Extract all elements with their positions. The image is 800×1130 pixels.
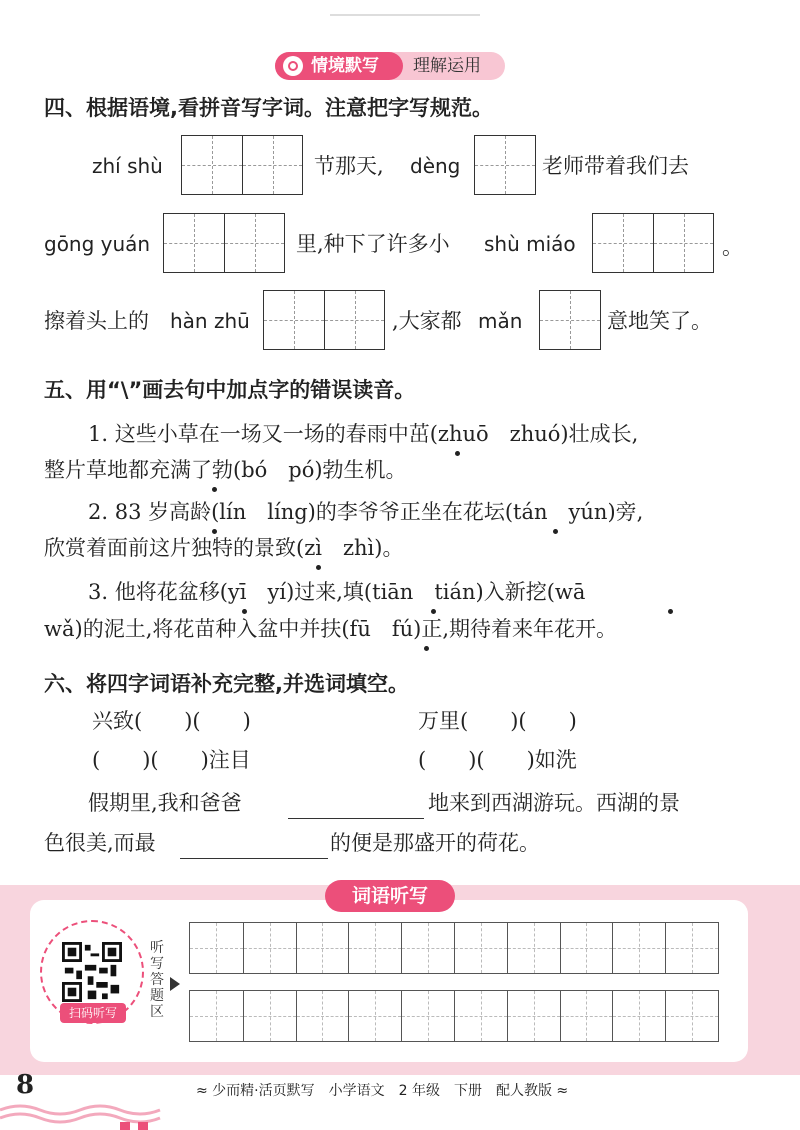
sentence3-line1: 3. 他将花盆移(yī yí)过来,填(tiān tián)入新挖(wā bbox=[88, 580, 586, 604]
idiom-3[interactable]: ( )( )注目 bbox=[92, 748, 251, 772]
emphasis-dot bbox=[455, 451, 460, 456]
wave-decoration-icon bbox=[0, 1102, 170, 1130]
section4-heading: 四、根据语境,看拼音写字词。注意把字写规范。 bbox=[44, 96, 493, 120]
answer-grid-shumiao[interactable] bbox=[592, 213, 714, 273]
badge-icon bbox=[283, 56, 303, 76]
emphasis-dot bbox=[242, 609, 247, 614]
text-zhongxia: 里,种下了许多小 bbox=[296, 232, 450, 256]
answer-grid-man[interactable] bbox=[539, 290, 601, 350]
answer-grid-zhishu[interactable] bbox=[181, 135, 303, 195]
pinyin-gongyuan: gōng yuán bbox=[44, 232, 151, 256]
emphasis-dot bbox=[424, 646, 429, 651]
pinyin-zhishu: zhí shù bbox=[92, 154, 163, 178]
qr-code-icon[interactable] bbox=[62, 942, 122, 1002]
dictation-grid-row-1[interactable] bbox=[189, 922, 719, 974]
sentence3-line2: wǎ)的泥土,将花苗种入盆中并扶(fū fú)正,期待着来年花开。 bbox=[44, 617, 618, 641]
tab-active: 情境默写 bbox=[275, 52, 403, 80]
text-jienatian: 节那天, bbox=[314, 154, 384, 178]
section5-heading: 五、用“\”画去句中加点字的错误读音。 bbox=[44, 378, 416, 402]
qr-label: 扫码听写 bbox=[60, 1003, 126, 1023]
sentence2-line1: 2. 83 岁高龄(lín líng)的李爷爷正坐在花坛(tán yún)旁, bbox=[88, 500, 644, 524]
idiom-2[interactable]: 万里( )( ) bbox=[418, 709, 577, 733]
text-laoshi: 老师带着我们去 bbox=[542, 154, 689, 178]
emphasis-dot bbox=[668, 609, 673, 614]
emphasis-dot bbox=[316, 565, 321, 570]
footer-text: ≈ 少而精·活页默写 小学语文 2 年级 下册 配人教版 ≈ bbox=[196, 1083, 569, 1099]
answer-grid-deng[interactable] bbox=[474, 135, 536, 195]
emphasis-dot bbox=[431, 609, 436, 614]
text-yidi: 意地笑了。 bbox=[607, 309, 712, 333]
emphasis-dot bbox=[212, 487, 217, 492]
idiom-4[interactable]: ( )( )如洗 bbox=[418, 748, 577, 772]
pinyin-man: mǎn bbox=[478, 309, 523, 333]
pinyin-deng: dèng bbox=[410, 154, 461, 178]
dictation-title: 词语听写 bbox=[325, 880, 455, 912]
page-number: 8 bbox=[16, 1070, 35, 1100]
answer-grid-gongyuan[interactable] bbox=[163, 213, 285, 273]
arrow-right-icon bbox=[170, 977, 180, 991]
section6-heading: 六、将四字词语补充完整,并选词填空。 bbox=[44, 672, 409, 696]
section-tab bbox=[275, 52, 505, 80]
text-period: 。 bbox=[722, 235, 743, 259]
pinyin-shumiao: shù miáo bbox=[484, 232, 576, 256]
dictation-side-label: 听写答题区 bbox=[150, 940, 164, 1020]
tab-inactive: 理解运用 bbox=[413, 56, 481, 76]
fill-blank-1[interactable] bbox=[288, 792, 424, 819]
paragraph-line1a: 假期里,我和爸爸 bbox=[88, 791, 242, 815]
pinyin-hanzhu: hàn zhū bbox=[170, 309, 250, 333]
paragraph-line1b: 地来到西湖游玩。西湖的景 bbox=[428, 791, 680, 815]
top-rule bbox=[330, 14, 480, 16]
emphasis-dot bbox=[212, 529, 217, 534]
idiom-1[interactable]: 兴致( )( ) bbox=[92, 709, 251, 733]
emphasis-dot bbox=[553, 529, 558, 534]
text-cazhe: 擦着头上的 bbox=[44, 309, 149, 333]
sentence1-line1: 1. 这些小草在一场又一场的春雨中茁(zhuō zhuó)壮成长, bbox=[88, 422, 639, 446]
sentence1-line2: 整片草地都充满了勃(bó pó)勃生机。 bbox=[44, 458, 407, 482]
sentence2-line2: 欣赏着面前这片独特的景致(zì zhì)。 bbox=[44, 536, 404, 560]
dictation-grid-row-2[interactable] bbox=[189, 990, 719, 1042]
paragraph-line2b: 的便是那盛开的荷花。 bbox=[330, 831, 540, 855]
fill-blank-2[interactable] bbox=[180, 832, 328, 859]
text-dajiadou: ,大家都 bbox=[392, 309, 462, 333]
answer-grid-hanzhu[interactable] bbox=[263, 290, 385, 350]
paragraph-line2a: 色很美,而最 bbox=[44, 831, 156, 855]
